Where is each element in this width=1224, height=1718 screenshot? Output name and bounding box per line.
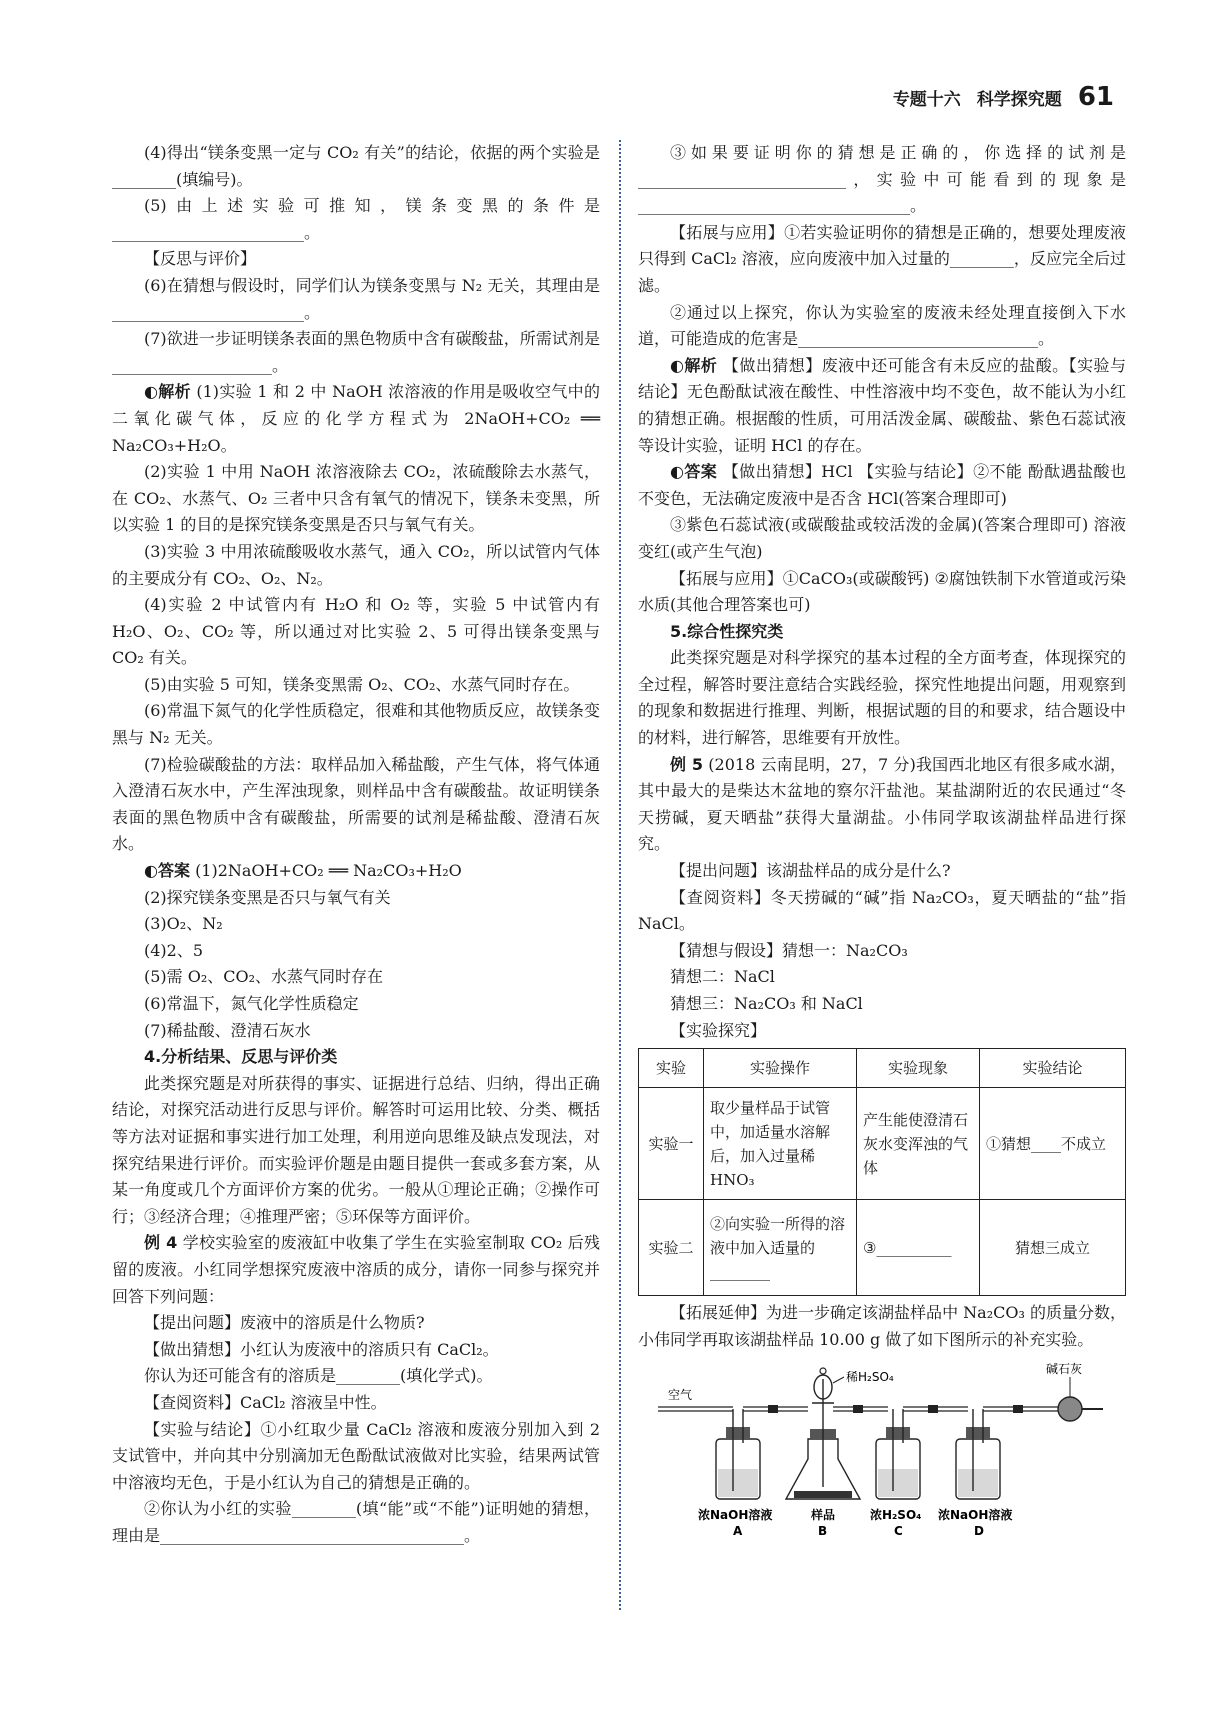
table-header: 实验现象	[857, 1049, 980, 1088]
ex4-answer-2: ③紫色石蕊试液(或碳酸盐或较活泼的金属)(答案合理即可) 溶液变红(或产生气泡)	[638, 515, 1126, 561]
topic-title: 科学探究题	[976, 90, 1062, 110]
page-header	[893, 82, 1114, 112]
label-a: 浓NaOH溶液	[698, 1508, 773, 1523]
page-number: 61	[1077, 82, 1114, 112]
table-cell: ③__________	[857, 1200, 980, 1296]
example-5: 例 5 (2018 云南昆明，27，7 分)我国西北地区有很多咸水湖，其中最大的是柴达木盆地的察尔汗盐池。某盐湖附近的农民通过“冬天捞碱，夏天晒盐”获得大量湖盐。小伟同学取该湖盐样品进行探究。	[638, 754, 1126, 854]
letter-a: A	[733, 1524, 743, 1539]
bottle-a	[716, 1409, 760, 1499]
air-label: 空气	[668, 1388, 693, 1403]
ex4-reference: 【查阅资料】CaCl₂ 溶液呈中性。	[144, 1392, 387, 1412]
apparatus-svg	[638, 1359, 1126, 1539]
question-6: (6)在猜想与假设时，同学们认为镁条变黑与 N₂ 无关，其理由是________________________。	[112, 275, 600, 322]
experiment-table	[638, 1048, 1126, 1296]
answer-badge: ◐答案	[144, 861, 190, 881]
analysis-7: (7)检验碳酸盐的方法：取样品加入稀盐酸，产生气体，将气体通入澄清石灰水中，产生浑浊现象，则样品中含有碳酸盐。故证明镁条表面的黑色物质中含有碳酸盐，所需要的试剂是稀盐酸、澄清石灰水。	[112, 754, 600, 854]
ex5-hypothesis-2: 猜想二：NaCl	[670, 967, 775, 987]
answer-5: (5)需 O₂、CO₂、水蒸气同时存在	[144, 967, 384, 987]
table-row	[639, 1088, 1126, 1200]
example-4-label: 例 4	[144, 1233, 178, 1253]
ex4-reagent: ③如果要证明你的猜想是正确的，你选择的试剂是__________________________，实验中可能看到的现象是__________________________________。	[638, 143, 1126, 216]
analysis-6: (6)常温下氮气的化学性质稳定，很难和其他物质反应，故镁条变黑与 N₂ 无关。	[112, 701, 600, 748]
ex5-reference: 【查阅资料】冬天捞碱的“碱”指 Na₂CO₃，夏天晒盐的“盐”指 NaCl。	[638, 887, 1126, 934]
ex5-hypothesis-1: 【猜想与假设】猜想一：Na₂CO₃	[670, 940, 908, 960]
letter-d: D	[974, 1524, 984, 1539]
table-cell: 产生能使澄清石灰水变浑浊的气体	[857, 1088, 980, 1200]
ex4-answer-1: ◐答案 【做出猜想】HCl 【实验与结论】②不能 酚酞遇盐酸也不变色，无法确定废液中是否含 HCl(答案合理即可)	[638, 462, 1126, 508]
table-header: 实验操作	[704, 1049, 857, 1088]
label-b: 样品	[811, 1508, 836, 1523]
connector-icon	[853, 1405, 863, 1413]
bottle-c	[876, 1409, 920, 1499]
ex5-experiment-heading: 【实验探究】	[670, 1020, 767, 1040]
table-header: 实验	[639, 1049, 704, 1088]
column-divider	[619, 140, 621, 1610]
connector-icon	[768, 1405, 778, 1413]
acid-label: 稀H₂SO₄	[846, 1370, 894, 1385]
ex4-question: 【提出问题】废液中的溶质是什么物质?	[144, 1313, 425, 1333]
letter-c: C	[894, 1524, 903, 1539]
analysis-4: (4)实验 2 中试管内有 H₂O 和 O₂ 等，实验 5 中试管内有 H₂O、O₂、CO₂ 等，所以通过对比实验 2、5 可得出镁条变黑与 CO₂ 有关。	[112, 595, 600, 668]
answer-6: (6)常温下，氮气化学性质稳定	[144, 994, 359, 1013]
left-column	[112, 140, 600, 1549]
table-cell: 猜想三成立	[980, 1200, 1126, 1296]
table-cell: 取少量样品于试管中，加适量水溶解后，加入过量稀 HNO₃	[704, 1088, 857, 1200]
question-4: (4)得出“镁条变黑一定与 CO₂ 有关”的结论，依据的两个实验是________(填编号)。	[112, 143, 600, 189]
section-4-heading: 4.分析结果、反思与评价类	[144, 1047, 338, 1067]
example-5-source: (2018 云南昆明，27，7 分)	[708, 754, 916, 774]
reflect-heading: 【反思与评价】	[144, 249, 257, 269]
label-d: 浓NaOH溶液	[938, 1508, 1013, 1523]
ex4-extension-2: ②通过以上探究，你认为实验室的废液未经处理直接倒入下水道，可能造成的危害是______________________________。	[638, 302, 1126, 349]
connector-icon	[1013, 1405, 1023, 1413]
ex4-extension-1: 【拓展与应用】①若实验证明你的猜想是正确的，想要处理废液只得到 CaCl₂ 溶液，应向废液中加入过量的________，反应完全后过滤。	[638, 222, 1126, 295]
analysis-3: (3)实验 3 中用浓硫酸吸收水蒸气，通入 CO₂，所以试管内气体的主要成分有 CO₂、O₂、N₂。	[112, 541, 600, 588]
table-header: 实验结论	[980, 1049, 1126, 1088]
ex4-analysis: ◐解析 【做出猜想】废液中还可能含有未反应的盐酸。【实验与结论】无色酚酞试液在酸性、中性溶液中均不变色，故不能认为小红的猜想正确。根据酸的性质，可用活泼金属、碳酸盐、紫色石蕊试液等设计实验，证明 HCl 的存在。	[638, 355, 1126, 455]
table-row	[639, 1200, 1126, 1296]
ex5-question: 【提出问题】该湖盐样品的成分是什么?	[670, 861, 951, 881]
letter-b: B	[818, 1524, 828, 1539]
answer-7: (7)稀盐酸、澄清石灰水	[144, 1020, 311, 1040]
example-5-label: 例 5	[670, 754, 704, 774]
table-cell: 实验一	[639, 1088, 704, 1200]
ex5-hypothesis-3: 猜想三：Na₂CO₃ 和 NaCl	[670, 994, 863, 1013]
soda-lime-label: 碱石灰	[1046, 1362, 1083, 1377]
answer-2: (2)探究镁条变黑是否只与氧气有关	[144, 887, 391, 907]
ex4-answer-3: 【拓展与应用】①CaCO₃(或碳酸钙) ②腐蚀铁制下水管道或污染水质(其他合理答案也可)	[638, 568, 1126, 615]
topic-label: 专题十六	[892, 90, 961, 110]
section-4-text: 此类探究题是对所获得的事实、证据进行总结、归纳，得出正确结论，对探究活动进行反思与评价。解答时可运用比较、分类、概括等方法对证据和事实进行加工处理，利用逆向思维及缺点发现法，对探究结果进行评价。而实验评价题是由题目提供一套或多套方案，从某一角度或几个方面评价方案的优劣。一般从①理论正确；②操作可行；③经济合理；④推理严密；⑤环保等方面评价。	[112, 1073, 600, 1226]
analysis-badge: ◐解析	[144, 382, 191, 402]
answer-3: (3)O₂、N₂	[144, 914, 223, 934]
example-4: 例 4 学校实验室的废液缸中收集了学生在实验室制取 CO₂ 后残留的废液。小红同学想探究废液中溶质的成分，请你一同参与探究并回答下列问题：	[112, 1233, 600, 1306]
ex4-solute: 你认为还可能含有的溶质是________(填化学式)。	[144, 1366, 493, 1386]
question-5: (5)由上述实验可推知，镁条变黑的条件是________________________。	[112, 196, 600, 242]
flask-b	[786, 1368, 860, 1499]
question-7: (7)欲进一步证明镁条表面的黑色物质中含有碳酸盐，所需试剂是____________________。	[112, 329, 600, 375]
analysis-1: ◐解析 (1)实验 1 和 2 中 NaOH 浓溶液的作用是吸收空气中的二氧化碳气体，反应的化学方程式为 2NaOH+CO₂ ══ Na₂CO₃+H₂O。	[112, 382, 600, 455]
table-cell: ①猜想____不成立	[980, 1088, 1126, 1200]
analysis-5: (5)由实验 5 可知，镁条变黑需 O₂、CO₂、水蒸气同时存在。	[144, 674, 580, 694]
analysis-badge: ◐解析	[670, 355, 718, 375]
apparatus-diagram	[638, 1359, 1126, 1548]
analysis-2: (2)实验 1 中用 NaOH 浓溶液除去 CO₂，浓硫酸除去水蒸气，在 CO₂、水蒸气、O₂ 三者中只含有氧气的情况下，镁条未变黑，所以实验 1 的目的是探究镁条变黑是否只与氧气有关。	[112, 462, 600, 535]
ex4-experiment: 【实验与结论】①小红取少量 CaCl₂ 溶液和废液分别加入到 2 支试管中，并向其中分别滴加无色酚酞试液做对比实验，结果两试管中溶液均无色，于是小红认为自己的猜想是正确的。	[112, 1419, 600, 1492]
table-cell: 实验二	[639, 1200, 704, 1296]
ex4-judgement: ②你认为小红的实验________(填“能”或“不能”)证明她的猜想，理由是______________________________________。	[112, 1499, 600, 1545]
answer-1: ◐答案 (1)2NaOH+CO₂ ══ Na₂CO₃+H₂O	[144, 861, 462, 881]
drying-tube	[1058, 1397, 1103, 1421]
table-header-row	[639, 1049, 1126, 1088]
answer-badge: ◐答案	[670, 462, 718, 482]
right-column	[638, 140, 1126, 1548]
ex4-hypothesis: 【做出猜想】小红认为废液中的溶质只有 CaCl₂。	[144, 1339, 499, 1359]
section-5-text: 此类探究题是对科学探究的基本过程的全方面考查，体现探究的全过程，解答时要注意结合实践经验，探究性地提出问题，用观察到的现象和数据进行推理、判断，根据试题的目的和要求，结合题设中的材料，进行解答，思维要有开放性。	[638, 648, 1126, 748]
ex5-extension: 【拓展延伸】为进一步确定该湖盐样品中 Na₂CO₃ 的质量分数，小伟同学再取该湖盐样品 10.00 g 做了如下图所示的补充实验。	[638, 1303, 1126, 1349]
table-cell: ②向实验一所得的溶液中加入适量的________	[704, 1200, 857, 1296]
answer-4: (4)2、5	[144, 940, 204, 960]
section-5-heading: 5.综合性探究类	[670, 621, 784, 641]
bottle-d	[956, 1409, 1000, 1499]
label-c: 浓H₂SO₄	[870, 1508, 922, 1523]
connector-icon	[928, 1405, 938, 1413]
